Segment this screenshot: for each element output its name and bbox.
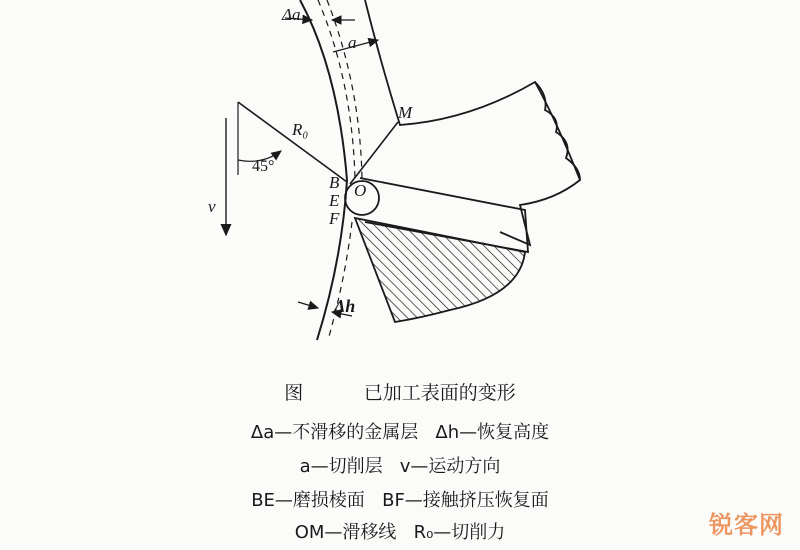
label-F: F (329, 209, 340, 228)
label-a: a (348, 33, 357, 52)
dim-delta-h-1 (298, 302, 318, 308)
figure-caption-title: 图 已加工表面的变形 (284, 382, 516, 404)
legend-line: Δa—不滑移的金属层 Δh—恢复高度 (250, 422, 550, 443)
slip-line-OM (350, 122, 398, 184)
label-angle-45: 45° (252, 158, 275, 175)
label-O: O (354, 181, 367, 200)
label-delta-a: Δa (282, 5, 301, 24)
label-B: B (329, 173, 340, 192)
chip-wavy-edge (535, 82, 580, 180)
legend-line: a—切削层 v—运动方向 (299, 456, 501, 477)
watermark-logo: 锐客网 (709, 511, 784, 539)
label-R0: R₀ (292, 120, 309, 139)
legend-line: BE—磨损棱面 BF—接触挤压恢复面 (251, 490, 549, 511)
label-M: M (398, 103, 413, 122)
label-delta-h: Δh (334, 296, 356, 316)
layer-delta-a-dashed-1 (318, 0, 355, 178)
label-v: v (208, 197, 216, 216)
legend-line: OM—滑移线 R₀—切削力 (294, 522, 506, 543)
machined-surface (300, 0, 347, 340)
tool-body-hatched (355, 218, 525, 322)
label-E: E (329, 191, 340, 210)
